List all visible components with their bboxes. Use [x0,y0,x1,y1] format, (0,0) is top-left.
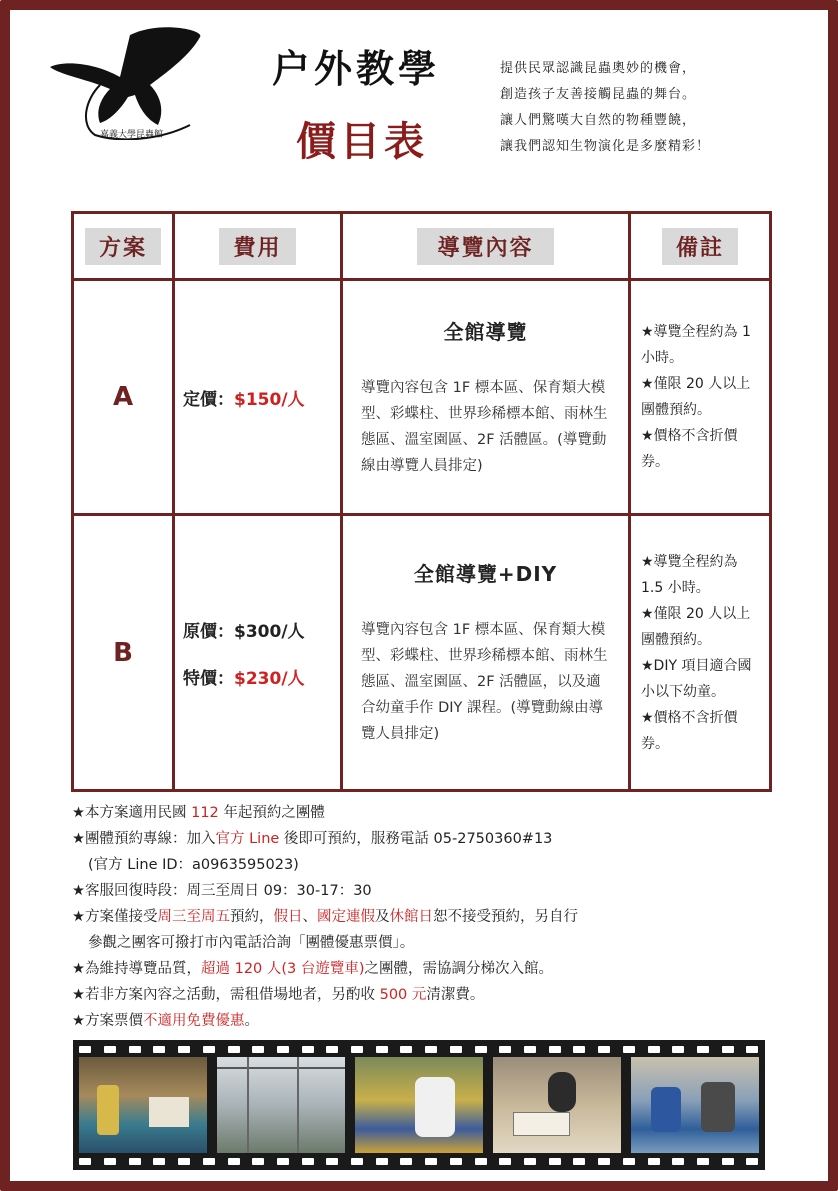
term-item: ★本方案適用民國 112 年起預約之團體 [72,805,325,821]
logo-text: 嘉義大學昆蟲館 [100,130,164,140]
content-body: 導覽內容包含 1F 標本區、保育類大模型、彩蝶柱、世界珍稀標本館、雨林生態區、溫室園區、2F 活體區，以及適合幼童手作 DIY 課程。(導覽動線由導覽人員排定) [361,622,608,742]
note-cell: ★導覽全程約為 1.5 小時。 ★僅限 20 人以上團體預約。 ★DIY 項目適合國小以下幼童。 ★價格不含折價券。 [630,515,771,791]
table-row [73,515,771,791]
intro-text [500,56,710,160]
header-fee: 費用 [174,213,342,280]
intro-line: 提供民眾認識昆蟲奧妙的機會， [500,61,697,76]
term-item: ★若非方案內容之活動，需租借場地者，另酌收 500 元清潔費。 [72,987,485,1003]
page-title: 户外教學 [272,47,441,91]
term-item: ★為維持導覽品質，超過 120 人(3 台遊覽車)之團體，需協調分梯次入館。 [72,961,554,977]
terms-list [72,800,772,1034]
intro-line: 創造孩子友善接觸昆蟲的舞台。 [500,87,697,102]
intro-line: 讓人們驚嘆大自然的物種豐饒， [500,113,697,128]
fee-cell: 原價：$300/人 特價：$230/人 [174,515,342,791]
term-item: ★團體預約專線：加入官方 Line 後即可預約，服務電話 05-2750360#13 [72,831,553,847]
header-notes: 備註 [630,213,771,280]
price-table [71,211,772,792]
term-item: ★客服回復時段：周三至周日 09：30-17：30 [72,883,372,899]
intro-line: 讓我們認知生物演化是多麼精彩！ [500,139,711,154]
content-cell [342,280,630,515]
table-row [73,280,771,515]
content-title: 全館導覽 [443,319,528,344]
photo-children-group [355,1057,483,1153]
term-item: ★方案票價不適用免費優惠。 [72,1013,259,1029]
term-item-sub: 參觀之團客可撥打市內電話洽詢「團體優惠票價」。 [88,935,415,951]
photo-beetle-specimen [493,1057,621,1153]
page-subtitle: 價目表 [296,119,428,165]
table-header-row [73,213,771,280]
photo-greenhouse [217,1057,345,1153]
photo-diy-activity [631,1057,759,1153]
term-item: ★方案僅接受周三至周五預約，假日、國定連假及休館日恕不接受預約，另自行 [72,909,578,925]
plan-cell: B [73,515,174,791]
content-cell [342,515,630,791]
film-holes-bottom [73,1155,765,1167]
photo-guide-teaching [79,1057,207,1153]
content-title: 全館導覽+DIY [413,562,558,586]
plan-cell: A [73,280,174,515]
content-body: 導覽內容包含 1F 標本區、保育類大模型、彩蝶柱、世界珍稀標本館、雨林生態區、溫室園區、2F 活體區。(導覽動線由導覽人員排定) [361,379,608,474]
header-plan: 方案 [73,213,174,280]
film-holes-top [73,1043,765,1055]
term-item-sub: (官方 Line ID：a0963595023) [88,857,299,873]
fee-cell: 定價：$150/人 [174,280,342,515]
photo-filmstrip [73,1040,765,1170]
note-cell: ★導覽全程約為 1 小時。 ★僅限 20 人以上團體預約。 ★價格不含折價券。 [630,280,771,515]
header-content: 導覽內容 [342,213,630,280]
butterfly-logo-icon [40,25,210,140]
